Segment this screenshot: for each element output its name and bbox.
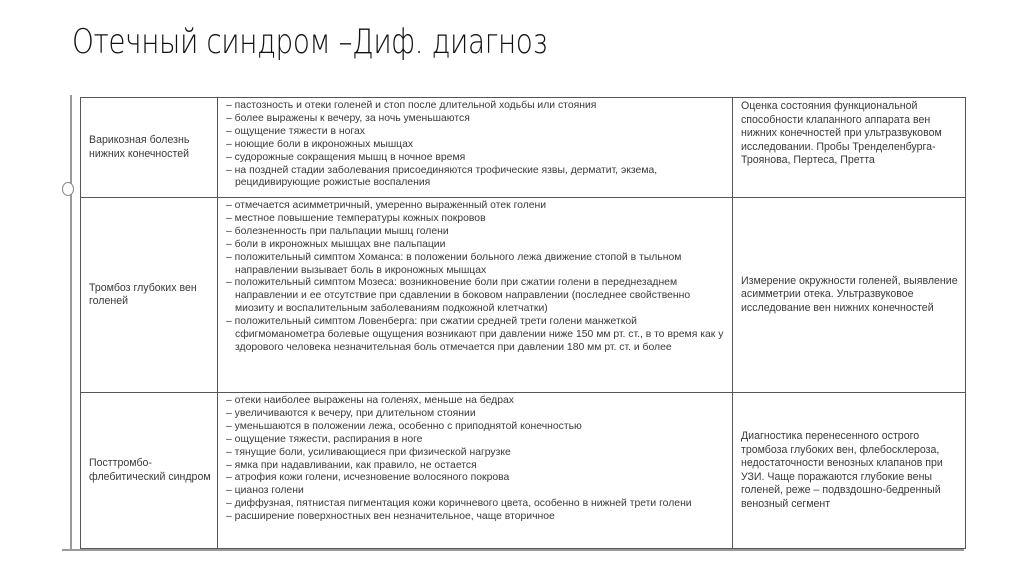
symptom-item: – атрофия кожи голени, исчезновение волосяного покрова	[226, 472, 726, 485]
symptom-item: – ощущение тяжести в ногах	[226, 126, 726, 139]
disease-cell: Посттромбо-флебитический синдром	[81, 393, 218, 549]
symptom-item: – более выражены к вечеру, за ночь уменьшаются	[226, 113, 726, 126]
symptom-item: – тянущие боли, усиливающиеся при физической нагрузке	[226, 447, 726, 460]
diagnostics-cell: Оценка состояния функциональной способности клапанного аппарата вен нижних конечностей при ультразвуковом исследовании. Пробы Тренделенбурга-Троянова, Пертеса, Претта	[733, 98, 966, 198]
table-row	[81, 98, 966, 198]
resize-handle-icon	[62, 182, 74, 196]
symptom-item: – судорожные сокращения мышц в ночное время	[226, 152, 726, 165]
symptom-item: – отеки наиболее выражены на голенях, меньше на бедрах	[226, 395, 726, 408]
diagnostics-cell: Диагностика перенесенного острого тромбоза глубоких вен, флебосклероза, недостаточности венозных клапанов при УЗИ. Чаще поражаются глубокие вены голеней, реже – подвздошно-бедренный венозный сегмент	[733, 393, 966, 549]
symptoms-cell	[218, 198, 733, 393]
symptom-item: – отмечается асимметричный, умеренно выраженный отек голени	[226, 200, 726, 213]
symptom-item: – положительный симптом Ловенберга: при сжатии средней трети голени манжеткой сфигмоманометра болевые ощущения возникают при давлении ниже 150 мм рт. ст., в то время как у здорового человека незначительная боль отмечается при давлении 180 мм рт. ст. и более	[226, 316, 726, 355]
symptom-item: – положительный симптом Мозеса: возникновение боли при сжатии голени в переднезаднем направлении и ее отсутствие при сдавлении в боковом направлении (последнее свойственно миозиту и воспалительным заболеваниям подкожной клетчатки)	[226, 277, 726, 316]
symptom-item: – уменьшаются в положении лежа, особенно с приподнятой конечностью	[226, 421, 726, 434]
symptom-item: – расширение поверхностных вен незначительное, чаще вторичное	[226, 511, 726, 524]
symptom-item: – цианоз голени	[226, 485, 726, 498]
disease-cell: Варикозная болезнь нижних конечностей	[81, 98, 218, 198]
symptom-item: – ощущение тяжести, распирания в ноге	[226, 434, 726, 447]
symptom-item: – пастозность и отеки голеней и стоп после длительной ходьбы или стояния	[226, 100, 726, 113]
symptoms-cell	[218, 393, 733, 549]
symptom-item: – ноющие боли в икроножных мышцах	[226, 139, 726, 152]
table-row	[81, 198, 966, 393]
symptom-item: – положительный симптом Хоманса: в положении больного лежа движение стопой в тыльном направлении вызывает боль в икроножных мышцах	[226, 252, 726, 278]
frame-border-bottom	[62, 549, 964, 551]
symptom-item: – болезненность при пальпации мышц голени	[226, 226, 726, 239]
frame-border-left	[70, 95, 72, 550]
symptom-item: – местное повышение температуры кожных покровов	[226, 213, 726, 226]
symptom-item: – увеличиваются к вечеру, при длительном стоянии	[226, 408, 726, 421]
slide-title: Отечный синдром –Диф. диагноз	[72, 22, 548, 62]
diagnostics-cell: Измерение окружности голеней, выявление асимметрии отека. Ультразвуковое исследование вен нижних конечностей	[733, 198, 966, 393]
symptom-item: – на поздней стадии заболевания присоединяются трофические язвы, дерматит, экзема, рецидивирующие рожистые воспаления	[226, 165, 726, 191]
disease-cell: Тромбоз глубоких вен голеней	[81, 198, 218, 393]
symptom-item: – боли в икроножных мышцах вне пальпации	[226, 239, 726, 252]
differential-diagnosis-table	[80, 97, 966, 549]
symptom-item: – диффузная, пятнистая пигментация кожи коричневого цвета, особенно в нижней трети голени	[226, 498, 726, 511]
table-row	[81, 393, 966, 549]
symptoms-cell	[218, 98, 733, 198]
symptom-item: – ямка при надавливании, как правило, не остается	[226, 460, 726, 473]
